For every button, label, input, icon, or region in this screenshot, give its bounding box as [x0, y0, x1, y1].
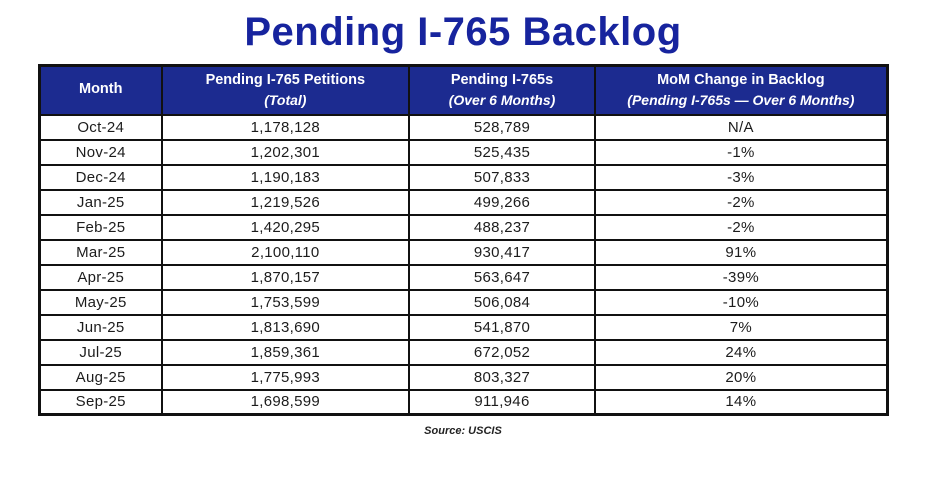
col-header-mom: [595, 66, 887, 115]
month-cell: Feb-25: [39, 215, 162, 240]
pending-total-cell: 1,870,157: [162, 265, 409, 290]
pending-total-cell: 1,178,128: [162, 115, 409, 140]
table-row: [39, 240, 887, 265]
pending-total-cell: 1,775,993: [162, 365, 409, 390]
table-row: [39, 165, 887, 190]
table-row: [39, 315, 887, 340]
table-row: [39, 265, 887, 290]
mom-change-cell: -2%: [595, 190, 887, 215]
table-row: [39, 290, 887, 315]
mom-change-cell: -3%: [595, 165, 887, 190]
table-row: [39, 115, 887, 140]
pending-total-cell: 1,813,690: [162, 315, 409, 340]
pending-total-cell: 1,202,301: [162, 140, 409, 165]
pending-over6-cell: 672,052: [409, 340, 596, 365]
mom-change-cell: 14%: [595, 390, 887, 415]
col-header-total-label: Pending I-765 Petitions: [205, 72, 366, 89]
mom-change-cell: -2%: [595, 215, 887, 240]
month-cell: May-25: [39, 290, 162, 315]
pending-total-cell: 1,219,526: [162, 190, 409, 215]
col-header-over6: [409, 66, 596, 115]
table-row: [39, 190, 887, 215]
mom-change-cell: -39%: [595, 265, 887, 290]
col-header-over6-label: Pending I-765s: [450, 72, 554, 89]
col-header-month: [39, 66, 162, 115]
mom-change-cell: 24%: [595, 340, 887, 365]
pending-total-cell: 2,100,110: [162, 240, 409, 265]
pending-total-cell: 1,753,599: [162, 290, 409, 315]
month-cell: Aug-25: [39, 365, 162, 390]
mom-change-cell: 7%: [595, 315, 887, 340]
pending-total-cell: 1,190,183: [162, 165, 409, 190]
mom-change-cell: 20%: [595, 365, 887, 390]
month-cell: Apr-25: [39, 265, 162, 290]
col-header-over6-sublabel: (Over 6 Months): [448, 91, 556, 108]
table-row: [39, 365, 887, 390]
mom-change-cell: 91%: [595, 240, 887, 265]
pending-total-cell: 1,859,361: [162, 340, 409, 365]
pending-over6-cell: 499,266: [409, 190, 596, 215]
pending-total-cell: 1,420,295: [162, 215, 409, 240]
pending-over6-cell: 488,237: [409, 215, 596, 240]
pending-over6-cell: 803,327: [409, 365, 596, 390]
table-body: [39, 115, 887, 415]
month-cell: Oct-24: [39, 115, 162, 140]
pending-over6-cell: 506,084: [409, 290, 596, 315]
mom-change-cell: -10%: [595, 290, 887, 315]
table-row: [39, 215, 887, 240]
pending-over6-cell: 563,647: [409, 265, 596, 290]
backlog-table: [38, 64, 889, 416]
month-cell: Jan-25: [39, 190, 162, 215]
pending-total-cell: 1,698,599: [162, 390, 409, 415]
table-row: [39, 140, 887, 165]
pending-over6-cell: 528,789: [409, 115, 596, 140]
pending-over6-cell: 525,435: [409, 140, 596, 165]
source-note: Source: USCIS: [424, 425, 502, 437]
pending-over6-cell: 911,946: [409, 390, 596, 415]
col-header-mom-label: MoM Change in Backlog: [657, 72, 825, 89]
mom-change-cell: N/A: [595, 115, 887, 140]
month-cell: Dec-24: [39, 165, 162, 190]
table-row: [39, 340, 887, 365]
page-title: Pending I-765 Backlog: [244, 10, 682, 54]
pending-over6-cell: 541,870: [409, 315, 596, 340]
col-header-total-sublabel: (Total): [264, 91, 307, 108]
table-row: [39, 390, 887, 415]
header-row: [39, 66, 887, 115]
month-cell: Mar-25: [39, 240, 162, 265]
col-header-month-label: Month: [78, 81, 123, 98]
pending-over6-cell: 507,833: [409, 165, 596, 190]
col-header-mom-sublabel: (Pending I-765s — Over 6 Months): [627, 91, 855, 108]
pending-over6-cell: 930,417: [409, 240, 596, 265]
month-cell: Nov-24: [39, 140, 162, 165]
col-header-total: [162, 66, 409, 115]
month-cell: Jun-25: [39, 315, 162, 340]
mom-change-cell: -1%: [595, 140, 887, 165]
month-cell: Sep-25: [39, 390, 162, 415]
month-cell: Jul-25: [39, 340, 162, 365]
